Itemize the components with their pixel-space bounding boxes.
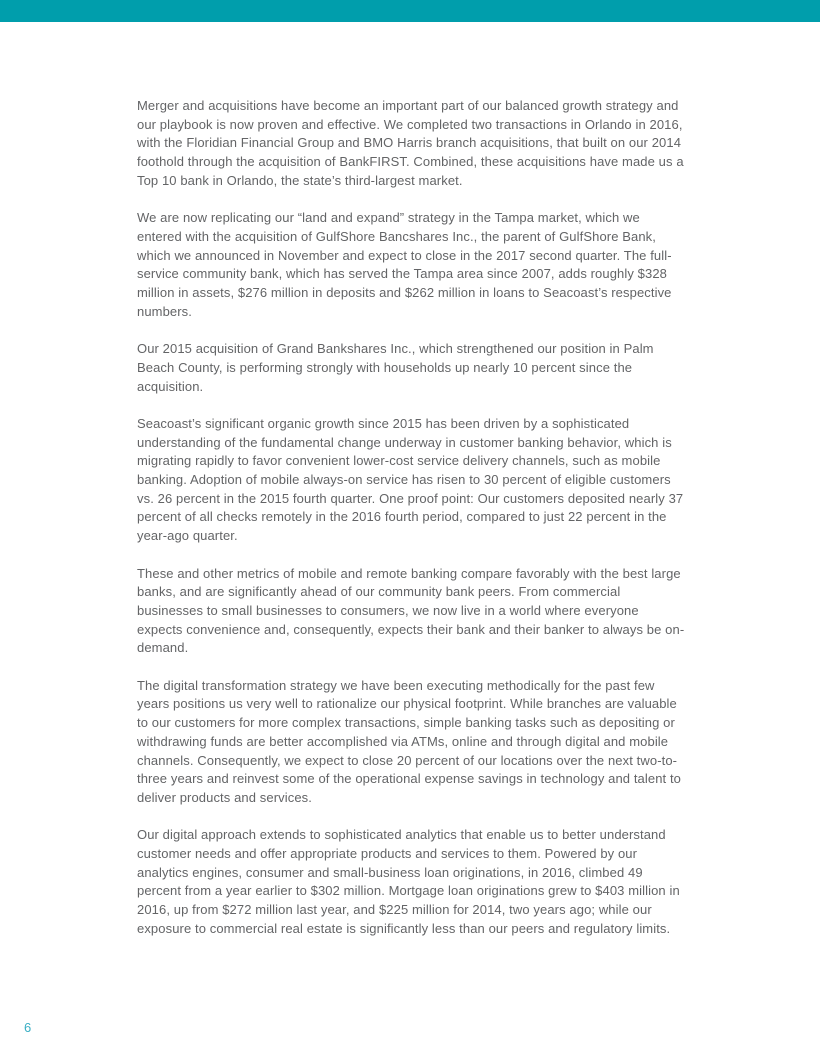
paragraph: Our digital approach extends to sophisticated analytics that enable us to better understand customer needs and offer appropriate products and services to them. Powered by our analytics engines, consumer and small-business loan originations, in 2016, climbed 49 percent from a year earlier to $302 million. Mortgage loan originations grew to $403 million in 2016, up from $272 million last year, and $225 million for 2014, two years ago; while our exposure to commercial real estate is significantly less than our peers and regulatory limits. bbox=[137, 827, 680, 936]
paragraph: We are now replicating our “land and expand” strategy in the Tampa market, which we entered with the acquisition of GulfShore Bancshares Inc., the parent of GulfShore Bank, which we announced in November and expect to close in the 2017 second quarter. The full-service community bank, which has served the Tampa area since 2007, adds roughly $328 million in assets, $276 million in deposits and $262 million in loans to Seacoast’s respective numbers. bbox=[137, 210, 672, 319]
page-body bbox=[137, 97, 686, 957]
top-accent-bar bbox=[0, 0, 820, 22]
page-number: 6 bbox=[24, 1020, 32, 1035]
paragraphs bbox=[137, 97, 686, 939]
paragraph: Seacoast’s significant organic growth since 2015 has been driven by a sophisticated understanding of the fundamental change underway in customer banking behavior, which is migrating rapidly to favor convenient lower-cost service delivery channels, such as mobile banking. Adoption of mobile always-on service has risen to 30 percent of eligible customers vs. 26 percent in the 2015 fourth quarter. One proof point: Our customers deposited nearly 37 percent of all checks remotely in the 2016 fourth period, compared to just 22 percent in the year-ago quarter. bbox=[137, 415, 684, 544]
paragraph: The digital transformation strategy we have been executing methodically for the past few years positions us very well to rationalize our physical footprint. While branches are valuable to our customers for more complex transactions, simple banking tasks such as depositing or withdrawing funds are better accomplished via ATMs, online and through digital and mobile channels. Consequently, we expect to close 20 percent of our locations over the next two-to-three years and reinvest some of the operational expense savings in technology and talent to deliver products and services. bbox=[137, 677, 681, 805]
paragraph: Our 2015 acquisition of Grand Bankshares Inc., which strengthened our position in Palm Beach County, is performing strongly with households up nearly 10 percent since the acquisition. bbox=[137, 341, 654, 394]
paragraph: Merger and acquisitions have become an important part of our balanced growth strategy and our playbook is now proven and effective. We completed two transactions in Orlando in 2016, with the Floridian Financial Group and BMO Harris branch acquisitions, that built on our 2014 foothold through the acquisition of BankFIRST. Combined, these acquisitions have made us a Top 10 bank in Orlando, the state’s third-largest market. bbox=[137, 98, 684, 188]
paragraph: These and other metrics of mobile and remote banking compare favorably with the best large banks, and are significantly ahead of our community bank peers. From commercial businesses to small businesses to consumers, we now live in a world where everyone expects convenience and, consequently, expects their bank and their banker to always be on-demand. bbox=[137, 565, 685, 656]
